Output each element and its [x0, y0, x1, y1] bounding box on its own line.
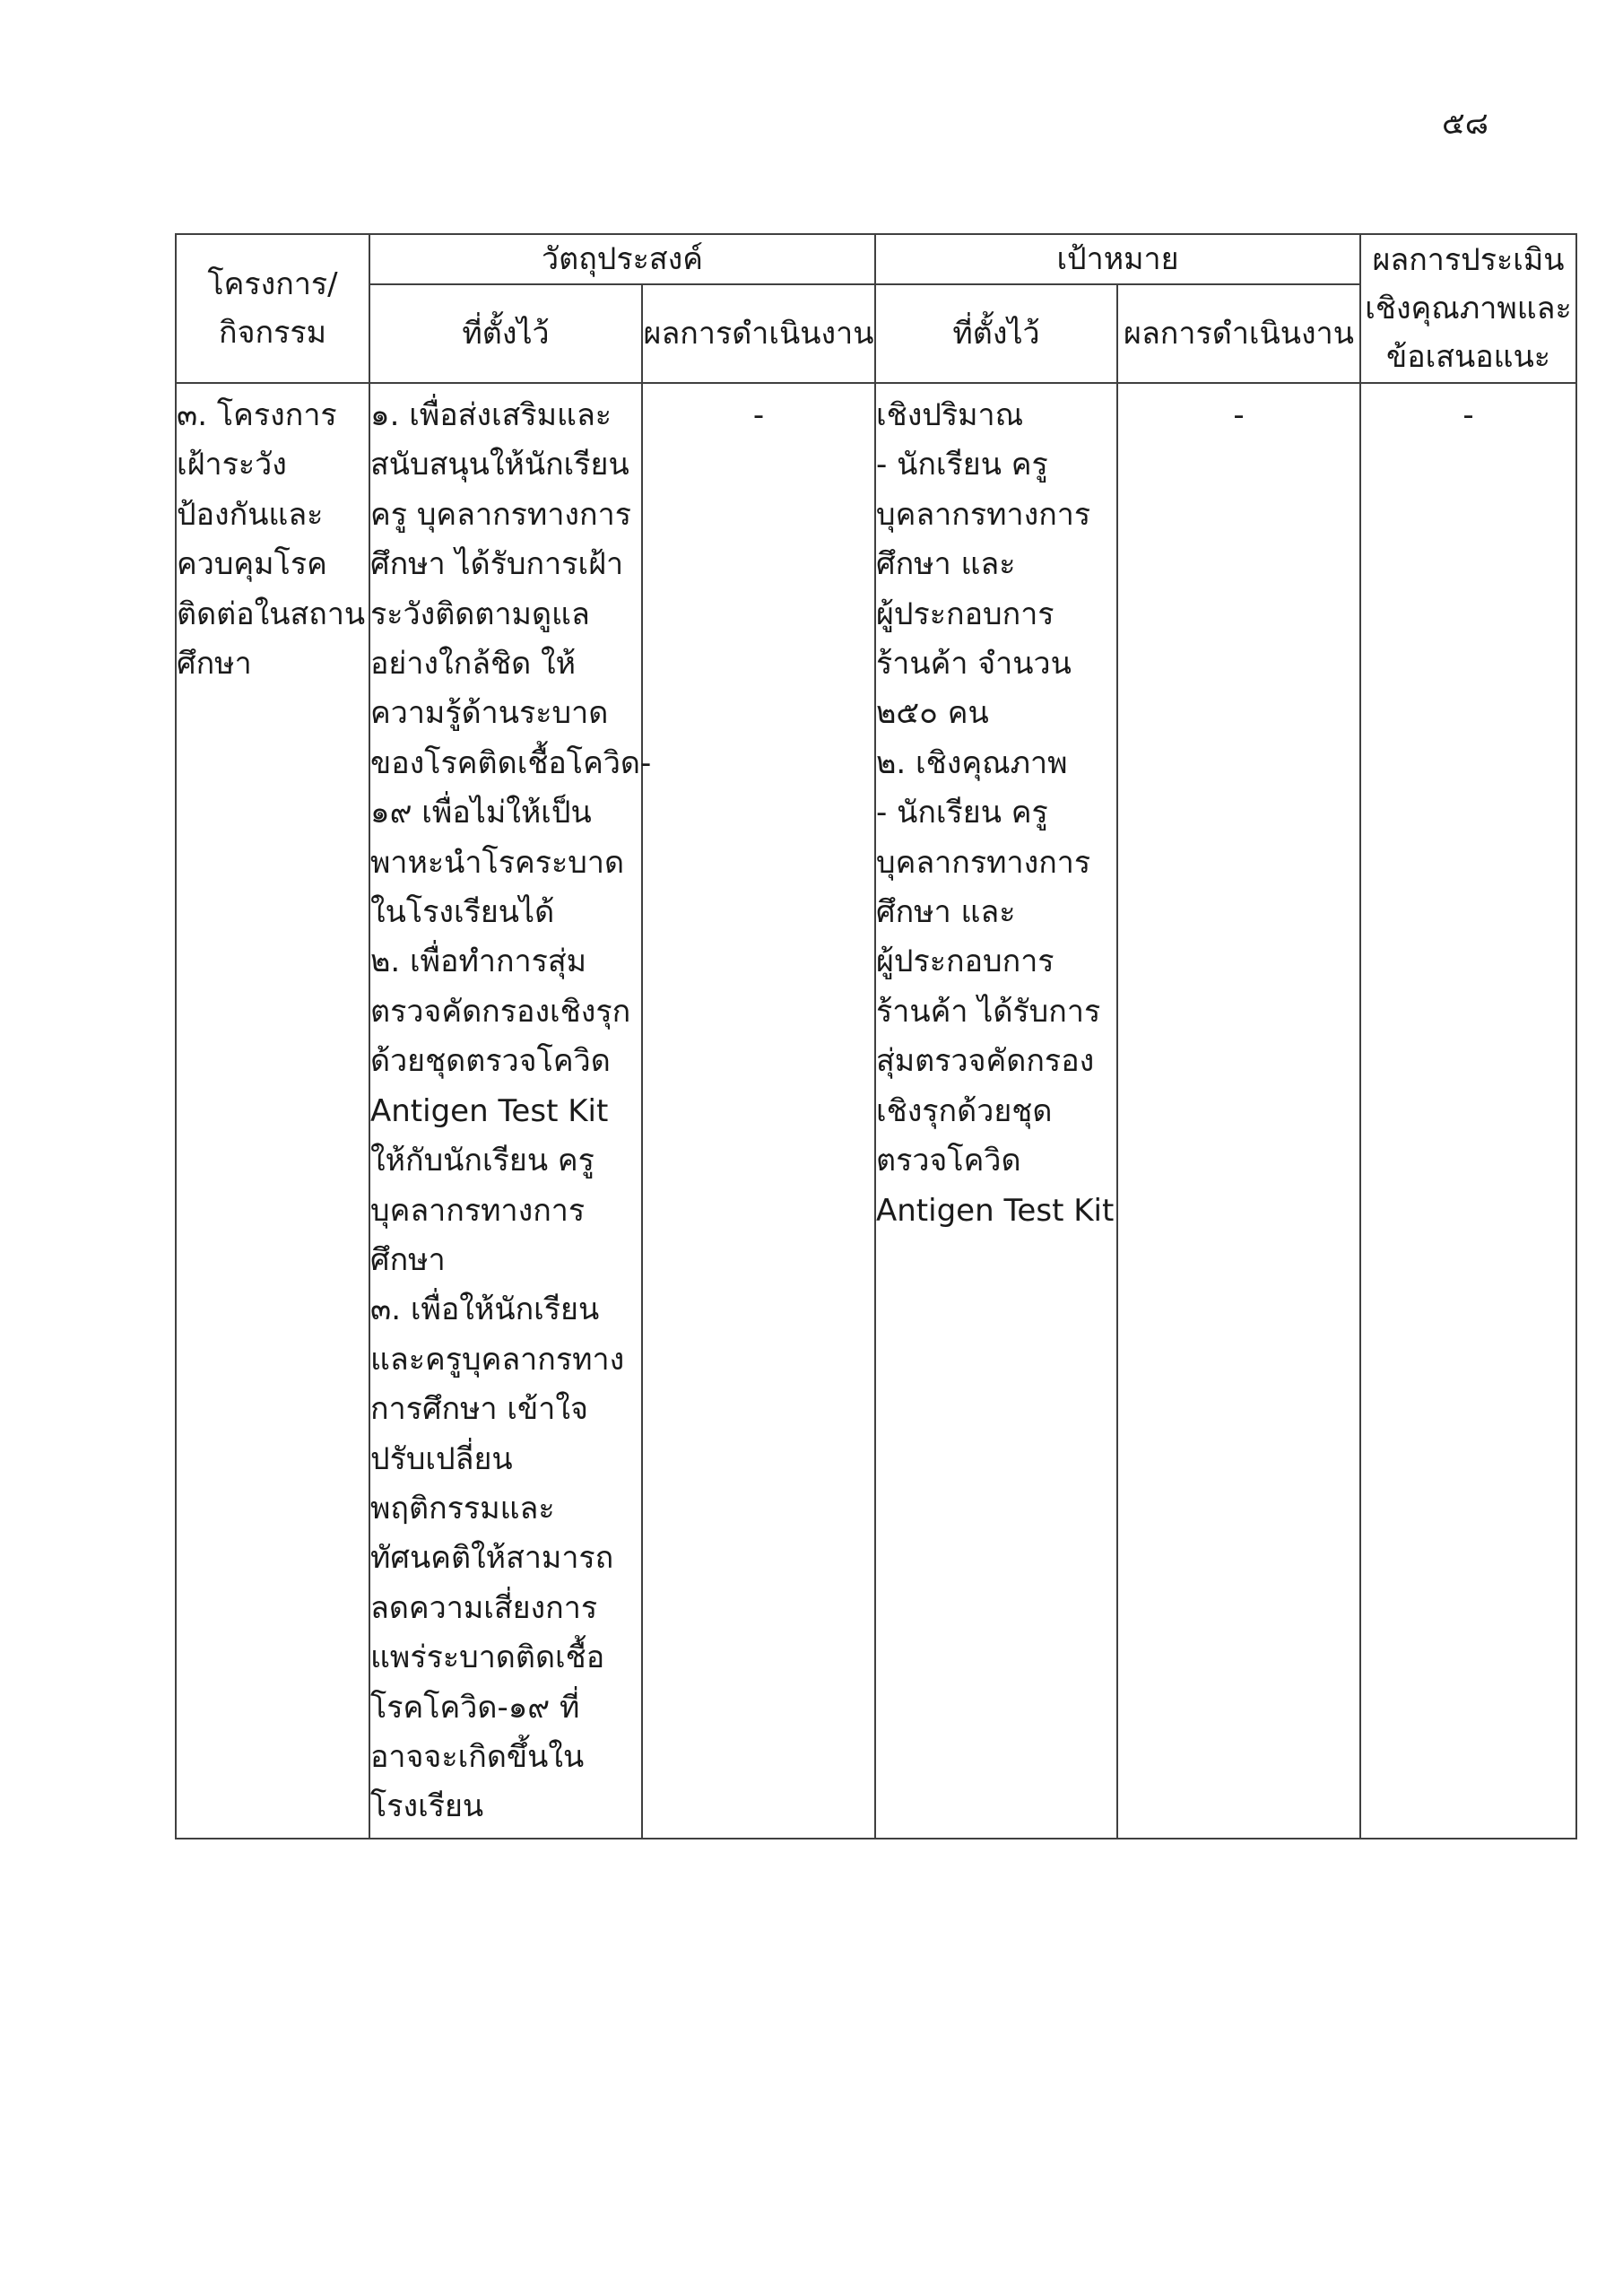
text-line: เชิงรุกด้วยชุด [876, 1092, 1053, 1129]
text-line: สุ่มตรวจคัดกรอง [876, 1043, 1095, 1080]
text-line: ตรวจโควิด [876, 1143, 1021, 1179]
cell-objectives-set [369, 383, 652, 1839]
header-evaluation-line: ข้อเสนอแนะ [1385, 339, 1551, 375]
text-line: โรคโควิด-๑๙ ที่ [370, 1689, 580, 1726]
header-evaluation [1360, 234, 1576, 383]
header-evaluation-line: เชิงคุณภาพและ [1365, 291, 1572, 326]
text-line: ความรู้ด้านระบาด [370, 695, 609, 732]
cell-project [176, 383, 369, 1839]
text-line: เชิงปริมาณ [876, 397, 1024, 433]
text-line: ลดความเสี่ยงการ [370, 1589, 598, 1626]
project-lines [177, 391, 369, 689]
header-project-line: โครงการ/ [207, 266, 338, 302]
text-line: Antigen Test Kit [370, 1092, 609, 1129]
text-line: Antigen Test Kit [876, 1192, 1115, 1229]
header-targets-result: ผลการดำเนินงาน [1117, 284, 1360, 383]
header-project [176, 234, 369, 383]
text-line: ของโรคติดเชื้อโควิด- [370, 744, 652, 781]
header-targets-set: ที่ตั้งไว้ [875, 284, 1117, 383]
header-targets: เป้าหมาย [875, 234, 1360, 284]
objectives-set-lines [370, 391, 652, 1832]
text-line: ๓. โครงการ [177, 397, 337, 433]
text-line: บุคลากรทางการ [370, 1192, 586, 1229]
cell-evaluation: - [1360, 383, 1576, 1839]
header-evaluation-line: ผลการประเมิน [1372, 242, 1565, 278]
text-line: อาจจะเกิดขึ้นใน [370, 1738, 585, 1775]
cell-targets-set [875, 383, 1117, 1839]
table-row [176, 383, 1576, 1839]
text-line: อย่างใกล้ชิด ให้ [370, 646, 577, 683]
header-objectives-result: ผลการดำเนินงาน [642, 284, 875, 383]
cell-objectives-result: - [642, 383, 875, 1839]
header-objectives: วัตถุประสงค์ [369, 234, 875, 284]
text-line: ๒. เชิงคุณภาพ [876, 744, 1068, 781]
text-line: และครูบุคลากรทาง [370, 1341, 625, 1378]
text-line: ๑๙ เพื่อไม่ให้เป็น [370, 795, 592, 831]
text-line: ทัศนคติให้สามารถ [370, 1540, 614, 1577]
text-line: ผู้ประกอบการ [876, 596, 1055, 632]
text-line: - นักเรียน ครู [876, 795, 1048, 831]
text-line: บุคลากรทางการ [876, 844, 1091, 881]
text-line: ๓. เพื่อให้นักเรียน [370, 1292, 600, 1328]
text-line: ๒๕๐ คน [876, 695, 989, 732]
text-line: ผู้ประกอบการ [876, 944, 1055, 980]
text-line: ศึกษา [370, 1241, 446, 1278]
page-number: ๕๘ [1442, 106, 1488, 142]
targets-set-lines [876, 391, 1116, 1236]
text-line: ศึกษา และ [876, 894, 1016, 931]
text-line: ระวังติดตามดูแล [370, 596, 590, 632]
cell-targets-result: - [1117, 383, 1360, 1839]
header-objectives-set: ที่ตั้งไว้ [369, 284, 642, 383]
text-line: ศึกษา ได้รับการเฝ้า [370, 546, 624, 583]
text-line: การศึกษา เข้าใจ [370, 1391, 588, 1428]
text-line: ติดต่อในสถาน [177, 596, 366, 632]
text-line: ควบคุมโรค [177, 546, 327, 583]
text-line: ให้กับนักเรียน ครู [370, 1143, 595, 1179]
text-line: ศึกษา [177, 646, 252, 683]
header-project-line: กิจกรรม [218, 315, 327, 351]
text-line: ด้วยชุดตรวจโควิด [370, 1043, 611, 1080]
text-line: เฝ้าระวัง [177, 447, 287, 483]
text-line: ๒. เพื่อทำการสุ่ม [370, 944, 587, 980]
text-line: พฤติกรรมและ [370, 1490, 555, 1526]
text-line: ครู บุคลากรทางการ [370, 496, 631, 533]
text-line: - นักเรียน ครู [876, 447, 1048, 483]
text-line: พาหะนำโรคระบาด [370, 844, 625, 881]
text-line: ๑. เพื่อส่งเสริมและ [370, 397, 612, 433]
text-line: ป้องกันและ [177, 496, 324, 533]
project-report-table [175, 233, 1577, 1839]
text-line: ตรวจคัดกรองเชิงรุก [370, 993, 631, 1030]
text-line: แพร่ระบาดติดเชื้อ [370, 1639, 605, 1676]
text-line: ร้านค้า ได้รับการ [876, 993, 1101, 1030]
text-line: ร้านค้า จำนวน [876, 646, 1072, 683]
text-line: บุคลากรทางการ [876, 496, 1091, 533]
text-line: สนับสนุนให้นักเรียน [370, 447, 629, 483]
text-line: ปรับเปลี่ยน [370, 1440, 513, 1477]
text-line: ศึกษา และ [876, 546, 1016, 583]
text-line: โรงเรียน [370, 1788, 484, 1825]
text-line: ในโรงเรียนได้ [370, 894, 555, 931]
